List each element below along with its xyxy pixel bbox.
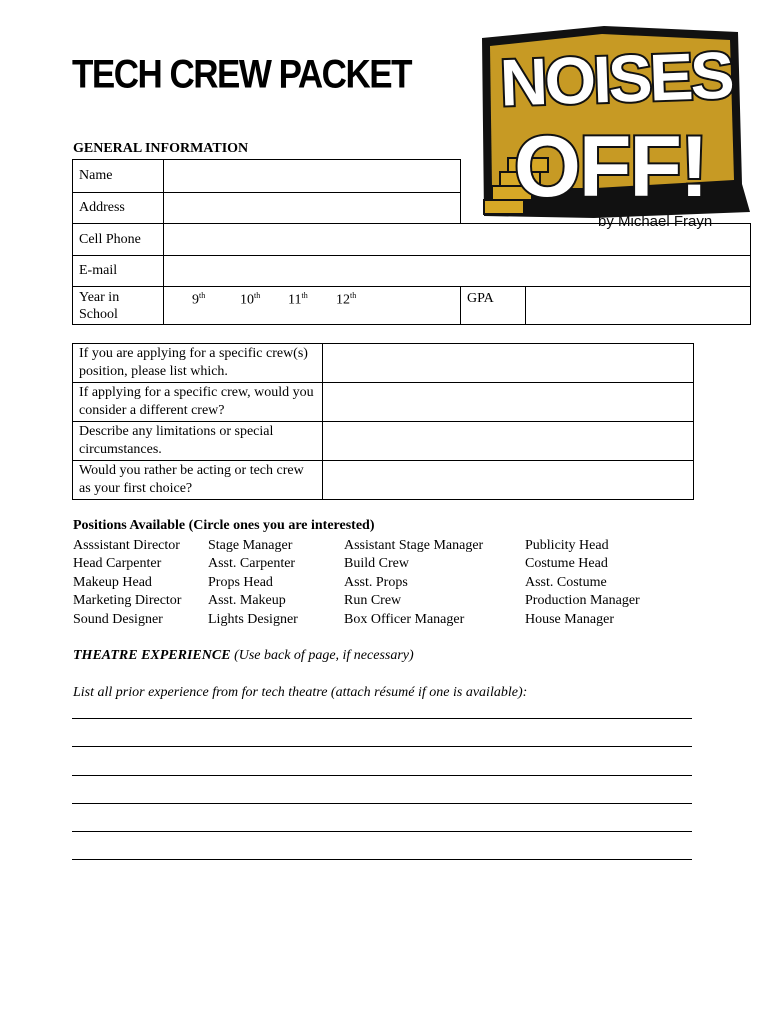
logo-line1: NOISES <box>498 37 733 120</box>
answer-field[interactable] <box>323 383 694 422</box>
positions-column-4 <box>525 537 640 629</box>
position-option[interactable]: Asst. Costume <box>525 574 607 590</box>
position-option[interactable]: Stage Manager <box>208 538 293 553</box>
email-row <box>73 256 751 287</box>
position-option[interactable]: Production Manager <box>525 593 640 609</box>
position-option[interactable]: Sound Designer <box>73 611 163 627</box>
email-label: E-mail <box>73 256 164 287</box>
question-text: Would you rather be acting or tech crew as your first choice? <box>73 461 323 500</box>
cell-phone-label: Cell Phone <box>73 224 164 256</box>
answer-field[interactable] <box>323 344 694 383</box>
address-row <box>73 193 751 224</box>
experience-line[interactable] <box>72 831 692 832</box>
positions-column-1 <box>73 537 181 629</box>
position-option[interactable]: Lights Designer <box>208 611 298 627</box>
address-field[interactable] <box>164 193 461 224</box>
position-option[interactable]: Costume Head <box>525 556 608 572</box>
position-option[interactable]: Marketing Director <box>73 593 182 609</box>
email-field[interactable] <box>164 256 751 287</box>
name-label: Name <box>73 160 164 193</box>
position-option[interactable]: Asst. Makeup <box>208 593 286 609</box>
year-option-11[interactable]: 11th <box>288 291 308 308</box>
position-option[interactable]: Head Carpenter <box>73 556 162 572</box>
position-option[interactable]: Build Crew <box>344 556 409 572</box>
gpa-field[interactable] <box>526 287 751 325</box>
position-option[interactable]: Asst. Carpenter <box>208 556 296 572</box>
position-option[interactable]: Asst. Props <box>344 574 408 590</box>
question-text: If applying for a specific crew, would you consider a different crew? <box>73 383 323 422</box>
phone-row <box>73 224 751 256</box>
experience-heading: THEATRE EXPERIENCE (Use back of page, if necessary) <box>73 648 414 663</box>
cell-phone-field[interactable] <box>164 224 751 256</box>
question-row <box>73 461 694 500</box>
questions-table <box>72 343 694 500</box>
name-field[interactable] <box>164 160 461 193</box>
address-label: Address <box>73 193 164 224</box>
experience-line[interactable] <box>72 718 692 719</box>
name-row <box>73 160 751 193</box>
year-option-10[interactable]: 10th <box>240 291 261 308</box>
general-info-table <box>72 159 751 325</box>
question-row <box>73 344 694 383</box>
positions-column-2 <box>208 537 298 629</box>
year-option-9[interactable]: 9th <box>192 291 206 308</box>
position-option[interactable]: Asssistant Director <box>73 538 180 553</box>
answer-field[interactable] <box>323 461 694 500</box>
year-label: Year in School <box>73 287 164 325</box>
year-row <box>73 287 751 325</box>
experience-line[interactable] <box>72 859 692 860</box>
experience-line[interactable] <box>72 775 692 776</box>
experience-line[interactable] <box>72 746 692 747</box>
position-option[interactable]: Publicity Head <box>525 538 609 553</box>
gpa-label: GPA <box>461 287 526 325</box>
page-title: TECH CREW PACKET <box>72 52 411 97</box>
logo-line2: OFF! <box>514 119 707 215</box>
general-info-heading: GENERAL INFORMATION <box>73 141 249 156</box>
position-option[interactable]: Run Crew <box>344 593 402 609</box>
question-text: If you are applying for a specific crew(s) position, please list which. <box>73 344 323 383</box>
answer-field[interactable] <box>323 422 694 461</box>
position-option[interactable]: Props Head <box>208 574 273 590</box>
year-option-12[interactable]: 12th <box>336 291 357 308</box>
positions-column-3 <box>344 537 483 629</box>
position-option[interactable]: House Manager <box>525 611 615 627</box>
experience-prompt: List all prior experience from for tech theatre (attach résumé if one is available): <box>73 685 528 700</box>
positions-heading: Positions Available (Circle ones you are interested) <box>73 518 375 533</box>
year-options <box>164 287 461 325</box>
position-option[interactable]: Box Officer Manager <box>344 611 465 627</box>
position-option[interactable]: Makeup Head <box>73 574 152 590</box>
question-row <box>73 383 694 422</box>
position-option[interactable]: Assistant Stage Manager <box>344 538 484 553</box>
experience-line[interactable] <box>72 803 692 804</box>
question-row <box>73 422 694 461</box>
logo-byline: by Michael Frayn <box>598 213 713 230</box>
question-text: Describe any limitations or special circumstances. <box>73 422 323 461</box>
